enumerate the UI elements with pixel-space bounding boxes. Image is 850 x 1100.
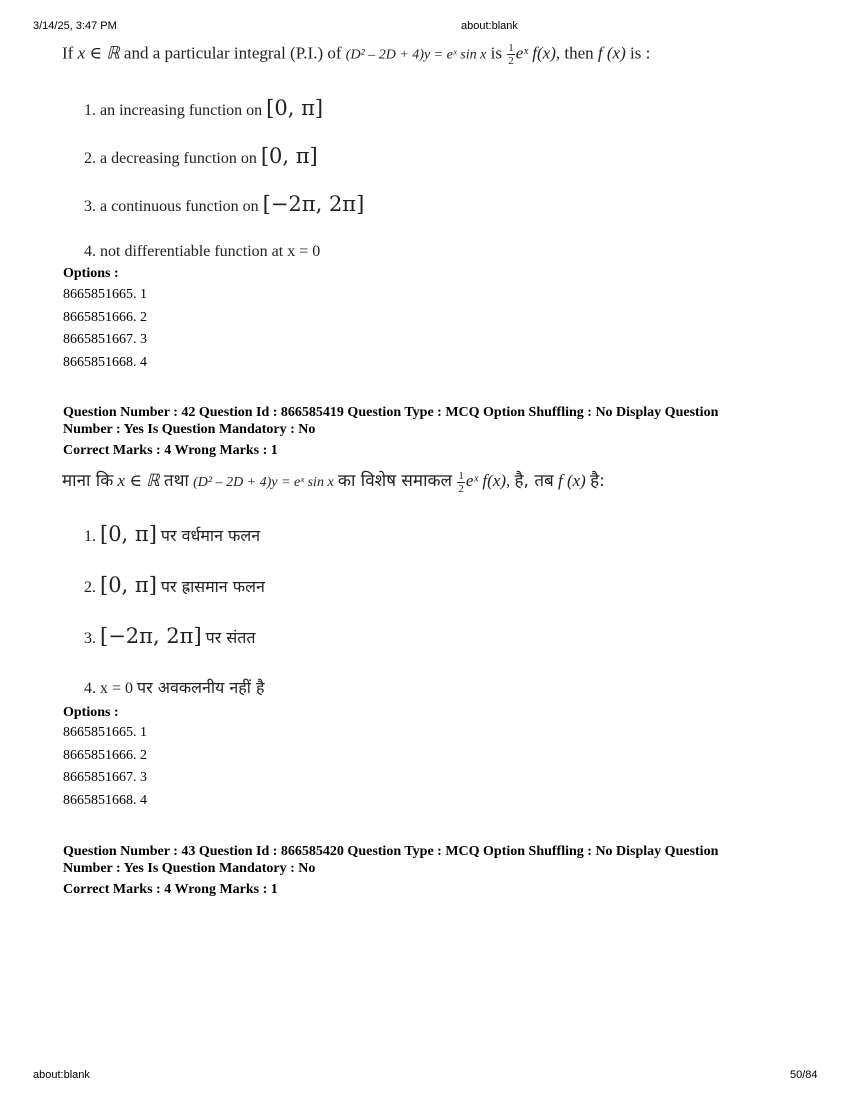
q42-meta: Question Number : 42 Question Id : 866585419 Question Type : MCQ Option Shuffling : No Display Question Number : Yes Is Question Mandatory : No Correct Marks : 4 Wrong Marks : 1 [63,405,719,458]
q42-choice-3: 3. [−2π, 2π] पर संतत [84,624,256,648]
q42-choice-2: 2. [0, π] पर ह्रासमान फलन [84,573,265,597]
half-fraction: $\frac{1}{2}$ [508,42,514,67]
option-item: 8665851667. 3 [63,332,147,347]
q41-choice-3: 3. a continuous function on [−2π, 2π] [84,192,365,216]
option-item: 8665851667. 3 [63,770,147,785]
q41-choice-4: 4. not differentiable function at x = 0 [84,243,321,260]
option-item: 8665851668. 4 [63,354,147,370]
q42-options-list [63,722,147,812]
q41-choice-2: 2. a decreasing function on [0, π] [84,144,318,168]
option-item: 8665851668. 4 [63,792,147,808]
option-item: 8665851665. 1 [63,725,147,740]
q42-choice-1: 1. [0, π] पर वर्धमान फलन [84,522,261,546]
print-url-header: about:blank [461,20,518,32]
half-fraction: $\frac{1}{2}$ [458,469,464,495]
q42-choice-4: 4. x = 0 पर अवकलनीय नहीं है [84,678,265,697]
option-item: 8665851666. 2 [63,747,147,763]
print-url-footer: about:blank [33,1069,90,1081]
q41-options-list [63,284,147,374]
q41-options-label: Options : [63,266,119,281]
option-item: 8665851665. 1 [63,287,147,302]
option-item: 8665851666. 2 [63,309,147,325]
q41-statement: If x ∈ ℝ and a particular integral (P.I.) of (D² – 2D + 4)y = eˣ sin x is $\frac{1}{2}$ eˣ f(x), then f (x) is : [62,42,651,67]
q41-choice-1: 1. an increasing function on [0, π] [84,96,324,120]
q42-statement: माना कि x ∈ ℝ तथा (D² – 2D + 4)y = eˣ sin x का विशेष समाकल $\frac{1}{2}$ eˣ f(x), है, तब f (x) है: [62,469,605,495]
page-number: 50/84 [790,1069,818,1081]
q42-options-label: Options : [63,705,119,720]
print-datetime: 3/14/25, 3:47 PM [33,20,117,32]
q43-meta: Question Number : 43 Question Id : 866585420 Question Type : MCQ Option Shuffling : No Display Question Number : Yes Is Question Mandatory : No Correct Marks : 4 Wrong Marks : 1 [63,844,719,897]
